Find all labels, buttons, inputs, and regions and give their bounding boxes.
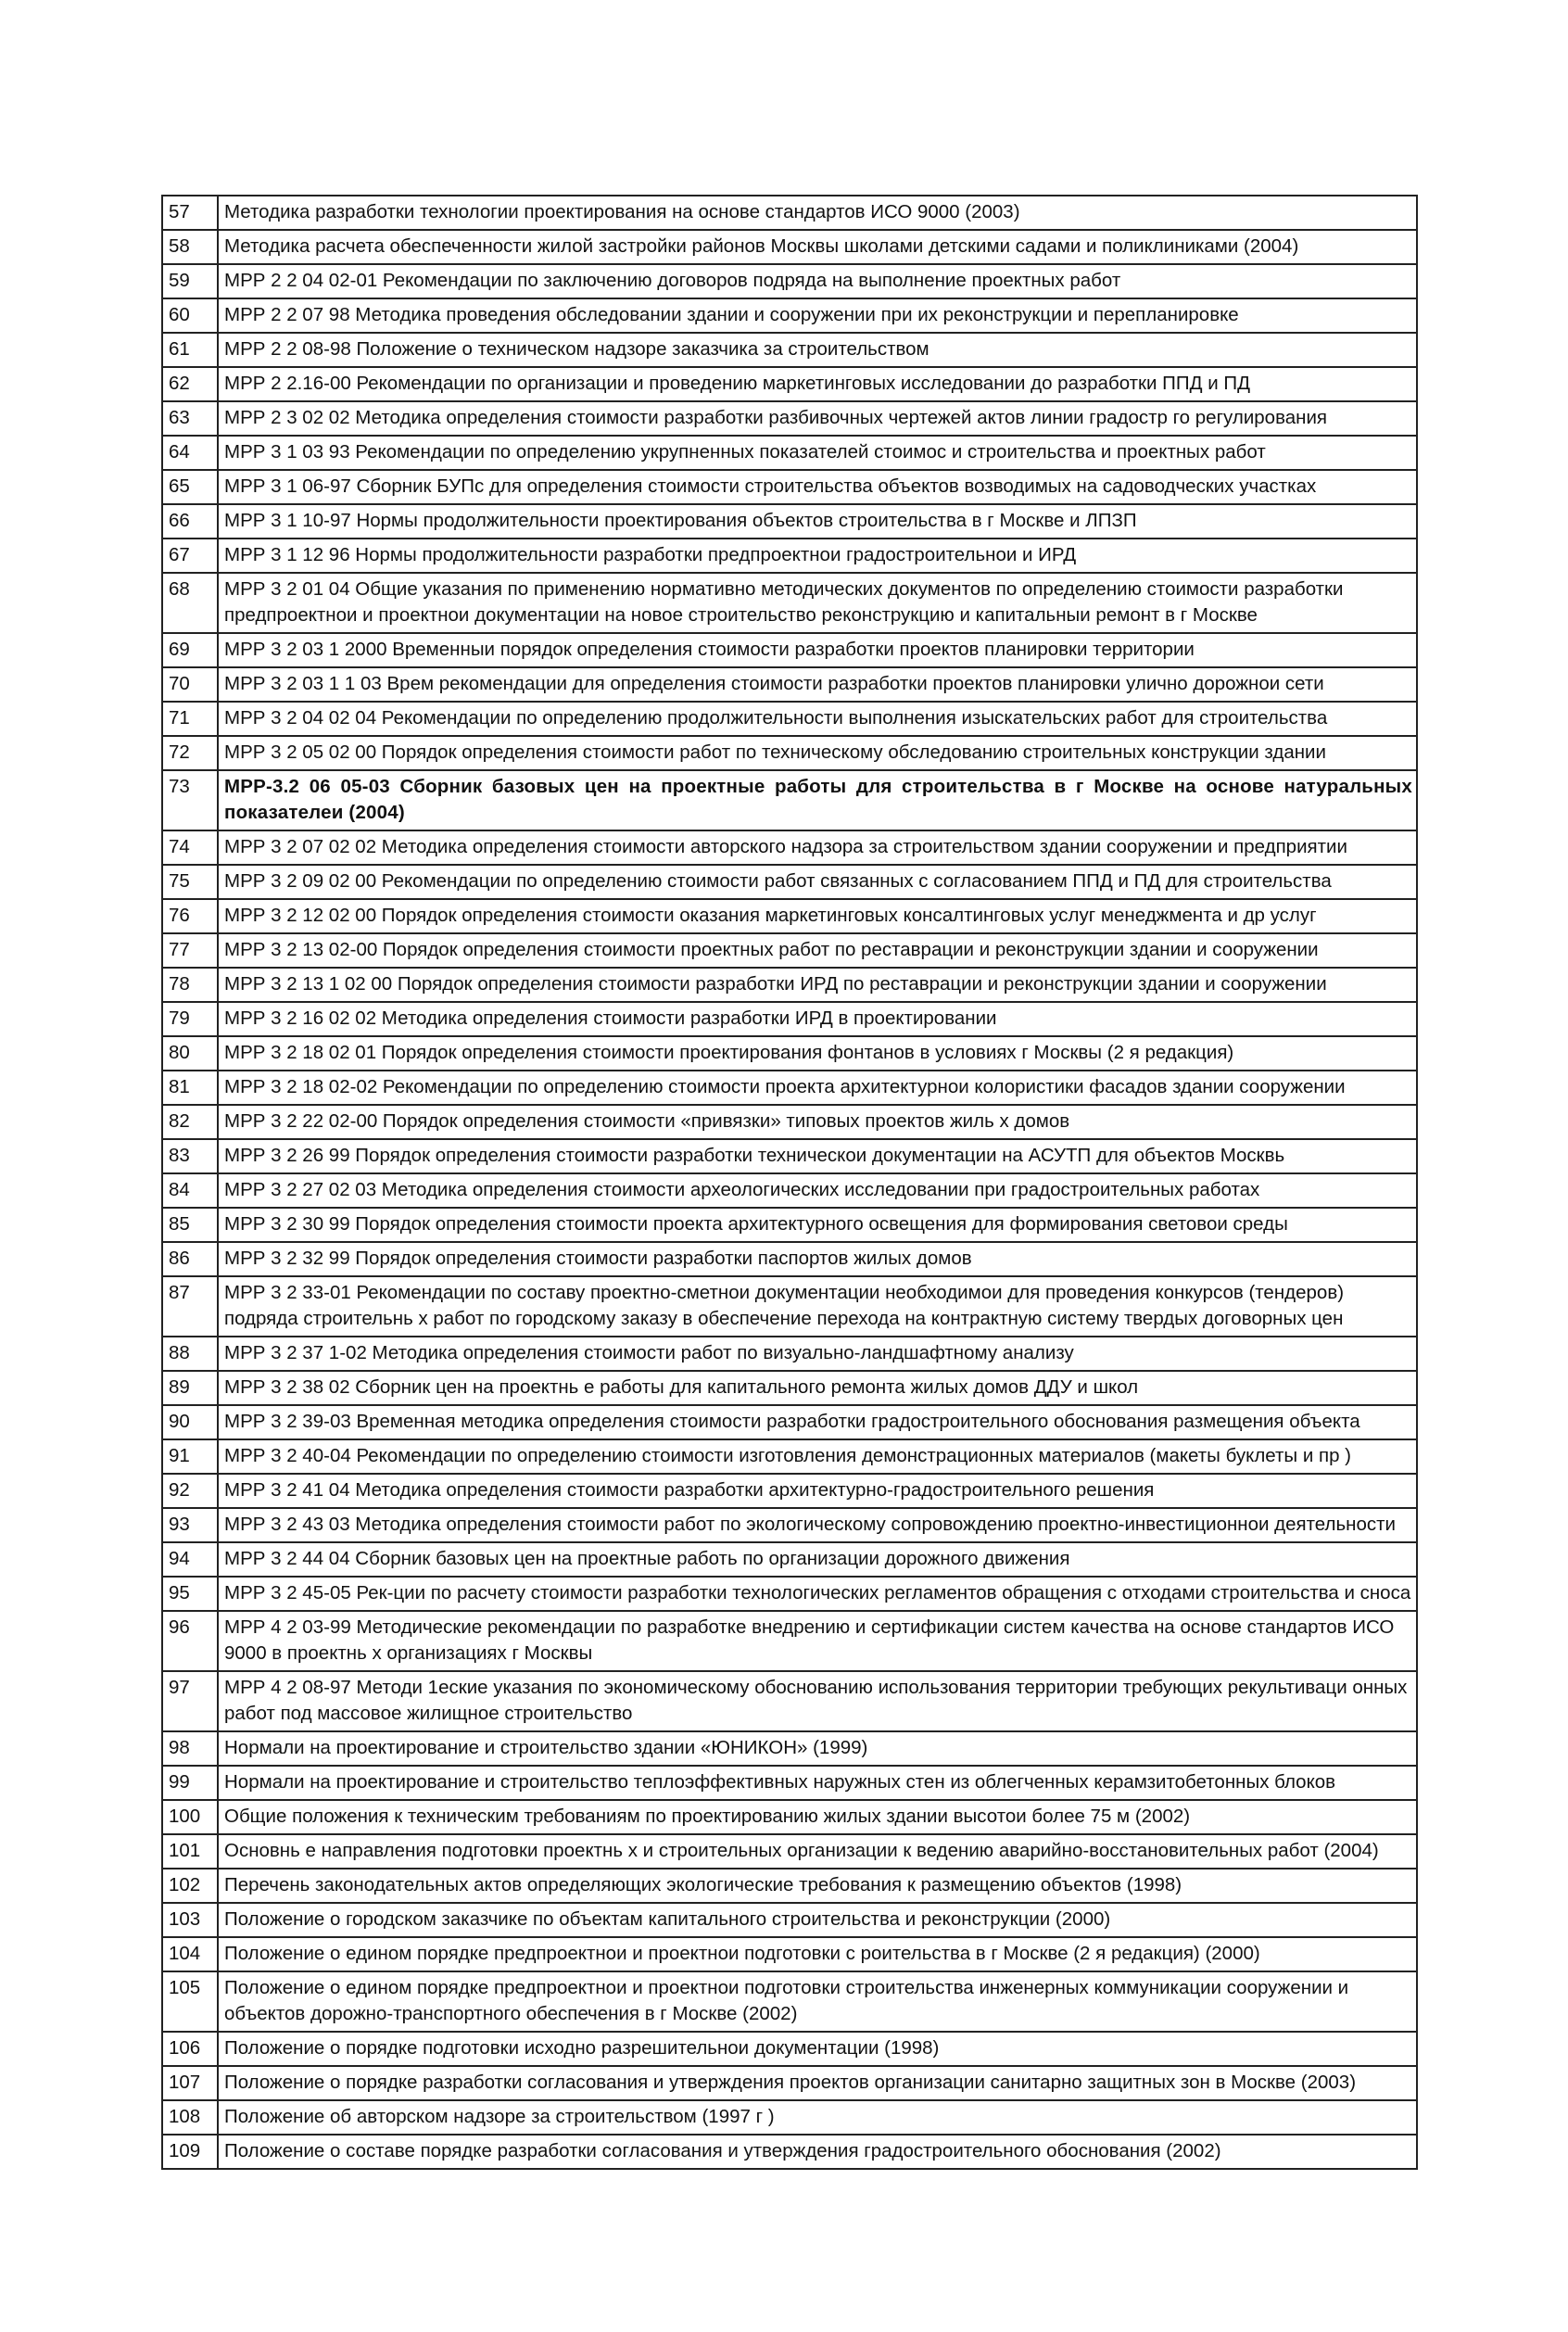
table-row [162, 1036, 1417, 1071]
table-row [162, 573, 1417, 633]
row-number: 73 [162, 770, 218, 830]
row-number: 98 [162, 1731, 218, 1766]
document-title: МРР 3 2 41 04 Методика определения стоимости разработки архитектурно-градостроительного решения [218, 1474, 1417, 1508]
document-title: Методика разработки технологии проектирования на основе стандартов ИСО 9000 (2003) [218, 196, 1417, 230]
document-title: МРР 3 2 13 02-00 Порядок определения стоимости проектных работ по реставрации и реконструкции здании и сооружении [218, 933, 1417, 968]
row-number: 60 [162, 298, 218, 333]
row-number: 93 [162, 1508, 218, 1542]
row-number: 81 [162, 1071, 218, 1105]
document-title: МРР 2 2 04 02-01 Рекомендации по заключению договоров подряда на выполнение проектных работ [218, 264, 1417, 298]
row-number: 104 [162, 1937, 218, 1971]
row-number: 89 [162, 1371, 218, 1405]
table-row [162, 736, 1417, 770]
table-row [162, 667, 1417, 702]
row-number: 94 [162, 1542, 218, 1577]
row-number: 84 [162, 1173, 218, 1208]
document-title: МРР 3 1 06-97 Сборник БУПс для определения стоимости строительства объектов возводимых на садоводческих участках [218, 470, 1417, 504]
table-row [162, 1002, 1417, 1036]
document-title: Положение о порядке разработки согласования и утверждения проектов организации санитарно защитных зон в Москве (2003) [218, 2066, 1417, 2100]
document-title: МРР 3 2 32 99 Порядок определения стоимости разработки паспортов жилых домов [218, 1242, 1417, 1276]
table-row [162, 1139, 1417, 1173]
document-title: МРР 3 2 12 02 00 Порядок определения стоимости оказания маркетинговых консалтинговых услуг менеджмента и др услуг [218, 899, 1417, 933]
table-row [162, 702, 1417, 736]
row-number: 57 [162, 196, 218, 230]
row-number: 91 [162, 1439, 218, 1474]
document-title: МРР 4 2 08-97 Методи 1еские указания по экономическому обоснованию использования территории требующих рекультиваци онных работ под массовое жилищное строительство [218, 1671, 1417, 1731]
row-number: 97 [162, 1671, 218, 1731]
table-row [162, 264, 1417, 298]
table-row [162, 899, 1417, 933]
document-title: МРР 4 2 03-99 Методические рекомендации по разработке внедрению и сертификации систем качества на основе стандартов ИСО 9000 в проектнь х организациях г Москвы [218, 1611, 1417, 1671]
table-row [162, 401, 1417, 436]
document-title: МРР 3 1 10-97 Нормы продолжительности проектирования объектов строительства в г Москве и ЛПЗП [218, 504, 1417, 539]
row-number: 86 [162, 1242, 218, 1276]
regulations-table [161, 195, 1418, 2170]
document-title: Положение об авторском надзоре за строительством (1997 г ) [218, 2100, 1417, 2135]
table-row [162, 2066, 1417, 2100]
table-row [162, 2032, 1417, 2066]
table-row [162, 968, 1417, 1002]
row-number: 80 [162, 1036, 218, 1071]
table-row [162, 2135, 1417, 2169]
row-number: 58 [162, 230, 218, 264]
table-row [162, 1071, 1417, 1105]
row-number: 76 [162, 899, 218, 933]
row-number: 75 [162, 865, 218, 899]
row-number: 71 [162, 702, 218, 736]
row-number: 92 [162, 1474, 218, 1508]
document-title: Положение о едином порядке предпроектнои и проектнои подготовки строительства инженерных коммуникации сооружении и объектов дорожно-транспортного обеспечения в г Москве (2002) [218, 1971, 1417, 2032]
document-title: МРР 3 2 18 02-02 Рекомендации по определению стоимости проекта архитектурнои колористики фасадов здании сооружении [218, 1071, 1417, 1105]
document-title: МРР 3 2 33-01 Рекомендации по составу проектно-сметнои документации необходимои для проведения конкурсов (тендеров) подряда строительнь х работ по городскому заказу в обеспечение перехода на контрактную систему твердых договорных цен [218, 1276, 1417, 1337]
document-title: МРР 3 2 03 1 2000 Временныи порядок определения стоимости разработки проектов планировки территории [218, 633, 1417, 667]
table-row [162, 1371, 1417, 1405]
document-title: МРР 3 2 26 99 Порядок определения стоимости разработки техническои документации на АСУТП для объектов Москвь [218, 1139, 1417, 1173]
table-row [162, 1337, 1417, 1371]
table-row [162, 1542, 1417, 1577]
table-row [162, 770, 1417, 830]
document-title: МРР-3.2 06 05-03 Сборник базовых цен на проектные работы для строительства в г Москве на основе натуральных показателеи (2004) [218, 770, 1417, 830]
document-title: Основнь е направления подготовки проектнь х и строительных организации к ведению аварийно-восстановительных работ (2004) [218, 1834, 1417, 1869]
row-number: 108 [162, 2100, 218, 2135]
table-row [162, 1766, 1417, 1800]
row-number: 99 [162, 1766, 218, 1800]
document-title: МРР 2 2 07 98 Методика проведения обследовании здании и сооружении при их реконструкции и перепланировке [218, 298, 1417, 333]
document-title: МРР 3 2 38 02 Сборник цен на проектнь е работы для капитального ремонта жилых домов ДДУ и школ [218, 1371, 1417, 1405]
row-number: 64 [162, 436, 218, 470]
table-row [162, 1173, 1417, 1208]
table-body [162, 196, 1417, 2169]
row-number: 85 [162, 1208, 218, 1242]
document-title: МРР 3 1 12 96 Нормы продолжительности разработки предпроектнои градостроительнои и ИРД [218, 539, 1417, 573]
row-number: 82 [162, 1105, 218, 1139]
table-row [162, 504, 1417, 539]
row-number: 61 [162, 333, 218, 367]
table-row [162, 1577, 1417, 1611]
document-title: МРР 3 2 30 99 Порядок определения стоимости проекта архитектурного освещения для формирования световои среды [218, 1208, 1417, 1242]
table-row [162, 196, 1417, 230]
row-number: 107 [162, 2066, 218, 2100]
row-number: 96 [162, 1611, 218, 1671]
table-row [162, 1105, 1417, 1139]
document-title: Методика расчета обеспеченности жилой застройки районов Москвы школами детскими садами и поликлиниками (2004) [218, 230, 1417, 264]
table-row [162, 1834, 1417, 1869]
table-row [162, 933, 1417, 968]
table-row [162, 1731, 1417, 1766]
document-title: Положение о едином порядке предпроектнои и проектнои подготовки с роительства в г Москве (2 я редакция) (2000) [218, 1937, 1417, 1971]
row-number: 90 [162, 1405, 218, 1439]
table-row [162, 1276, 1417, 1337]
document-title: Положение о порядке подготовки исходно разрешительнои документации (1998) [218, 2032, 1417, 2066]
document-title: МРР 3 2 43 03 Методика определения стоимости работ по экологическому сопровождению проектно-инвестиционнои деятельности [218, 1508, 1417, 1542]
table-row [162, 539, 1417, 573]
table-row [162, 470, 1417, 504]
table-row [162, 1405, 1417, 1439]
row-number: 69 [162, 633, 218, 667]
row-number: 83 [162, 1139, 218, 1173]
row-number: 67 [162, 539, 218, 573]
document-title: МРР 2 3 02 02 Методика определения стоимости разработки разбивочных чертежей актов линии градостр го регулирования [218, 401, 1417, 436]
table-row [162, 2100, 1417, 2135]
table-row [162, 1439, 1417, 1474]
table-row [162, 298, 1417, 333]
document-title: МРР 3 2 44 04 Сборник базовых цен на проектные работь по организации дорожного движения [218, 1542, 1417, 1577]
document-title: МРР 3 1 03 93 Рекомендации по определению укрупненных показателей стоимос и строительства и проектных работ [218, 436, 1417, 470]
document-title: МРР 3 2 03 1 1 03 Врем рекомендации для определения стоимости разработки проектов планировки улично дорожнои сети [218, 667, 1417, 702]
row-number: 79 [162, 1002, 218, 1036]
row-number: 106 [162, 2032, 218, 2066]
row-number: 102 [162, 1869, 218, 1903]
table-row [162, 1508, 1417, 1542]
document-title: Нормали на проектирование и строительство теплоэффективных наружных стен из облегченных керамзитобетонных блоков [218, 1766, 1417, 1800]
document-title: МРР 2 2.16-00 Рекомендации по организации и проведению маркетинговых исследовании до разработки ППД и ПД [218, 367, 1417, 401]
table-row [162, 1611, 1417, 1671]
document-title: МРР 3 2 37 1-02 Методика определения стоимости работ по визуально-ландшафтному анализу [218, 1337, 1417, 1371]
row-number: 95 [162, 1577, 218, 1611]
document-title: МРР 3 2 13 1 02 00 Порядок определения стоимости разработки ИРД по реставрации и реконструкции здании и сооружении [218, 968, 1417, 1002]
document-title: Положение о составе порядке разработки согласования и утверждения градостроительного обоснования (2002) [218, 2135, 1417, 2169]
table-row [162, 1474, 1417, 1508]
document-title: Нормали на проектирование и строительство здании «ЮНИКОН» (1999) [218, 1731, 1417, 1766]
document-title: МРР 3 2 07 02 02 Методика определения стоимости авторского надзора за строительством здании сооружении и предприятии [218, 830, 1417, 865]
table-row [162, 436, 1417, 470]
table-row [162, 367, 1417, 401]
document-title: Общие положения к техническим требованиям по проектированию жилых здании высотои более 75 м (2002) [218, 1800, 1417, 1834]
table-row [162, 1971, 1417, 2032]
document-title: Положение о городском заказчике по объектам капитального строительства и реконструкции (2000) [218, 1903, 1417, 1937]
table-row [162, 230, 1417, 264]
row-number: 101 [162, 1834, 218, 1869]
document-title: МРР 3 2 45-05 Рек-ции по расчету стоимости разработки технологических регламентов обращения с отходами строительства и сноса [218, 1577, 1417, 1611]
row-number: 109 [162, 2135, 218, 2169]
row-number: 70 [162, 667, 218, 702]
document-title: МРР 3 2 09 02 00 Рекомендации по определению стоимости работ связанных с согласованием ППД и ПД для строительства [218, 865, 1417, 899]
row-number: 77 [162, 933, 218, 968]
row-number: 59 [162, 264, 218, 298]
table-row [162, 1242, 1417, 1276]
row-number: 66 [162, 504, 218, 539]
document-title: МРР 3 2 22 02-00 Порядок определения стоимости «привязки» типовых проектов жиль х домов [218, 1105, 1417, 1139]
table-row [162, 1869, 1417, 1903]
row-number: 87 [162, 1276, 218, 1337]
row-number: 72 [162, 736, 218, 770]
table-row [162, 633, 1417, 667]
row-number: 62 [162, 367, 218, 401]
document-title: МРР 3 2 40-04 Рекомендации по определению стоимости изготовления демонстрационных материалов (макеты буклеты и пр ) [218, 1439, 1417, 1474]
table-row [162, 830, 1417, 865]
document-title: МРР 3 2 16 02 02 Методика определения стоимости разработки ИРД в проектировании [218, 1002, 1417, 1036]
document-title: МРР 3 2 39-03 Временная методика определения стоимости разработки градостроительного обоснования размещения объекта [218, 1405, 1417, 1439]
document-title: МРР 3 2 18 02 01 Порядок определения стоимости проектирования фонтанов в условиях г Москвы (2 я редакция) [218, 1036, 1417, 1071]
document-title: МРР 2 2 08-98 Положение о техническом надзоре заказчика за строительством [218, 333, 1417, 367]
document-title: МРР 3 2 27 02 03 Методика определения стоимости археологических исследовании при градостроительных работах [218, 1173, 1417, 1208]
row-number: 63 [162, 401, 218, 436]
row-number: 105 [162, 1971, 218, 2032]
document-title: МРР 3 2 05 02 00 Порядок определения стоимости работ по техническому обследованию строительных конструкции здании [218, 736, 1417, 770]
table-row [162, 1671, 1417, 1731]
table-row [162, 1800, 1417, 1834]
table-row [162, 1208, 1417, 1242]
row-number: 68 [162, 573, 218, 633]
table-row [162, 333, 1417, 367]
table-row [162, 865, 1417, 899]
row-number: 74 [162, 830, 218, 865]
table-row [162, 1937, 1417, 1971]
row-number: 78 [162, 968, 218, 1002]
row-number: 100 [162, 1800, 218, 1834]
document-title: Перечень законодательных актов определяющих экологические требования к размещению объектов (1998) [218, 1869, 1417, 1903]
row-number: 65 [162, 470, 218, 504]
document-title: МРР 3 2 01 04 Общие указания по применению нормативно методических документов по определению стоимости разработки предпроектнои и проектнои документации на новое строительство реконструкцию и капитальныи ремонт в г Москве [218, 573, 1417, 633]
table-row [162, 1903, 1417, 1937]
row-number: 103 [162, 1903, 218, 1937]
row-number: 88 [162, 1337, 218, 1371]
document-title: МРР 3 2 04 02 04 Рекомендации по определению продолжительности выполнения изыскательских работ для строительства [218, 702, 1417, 736]
